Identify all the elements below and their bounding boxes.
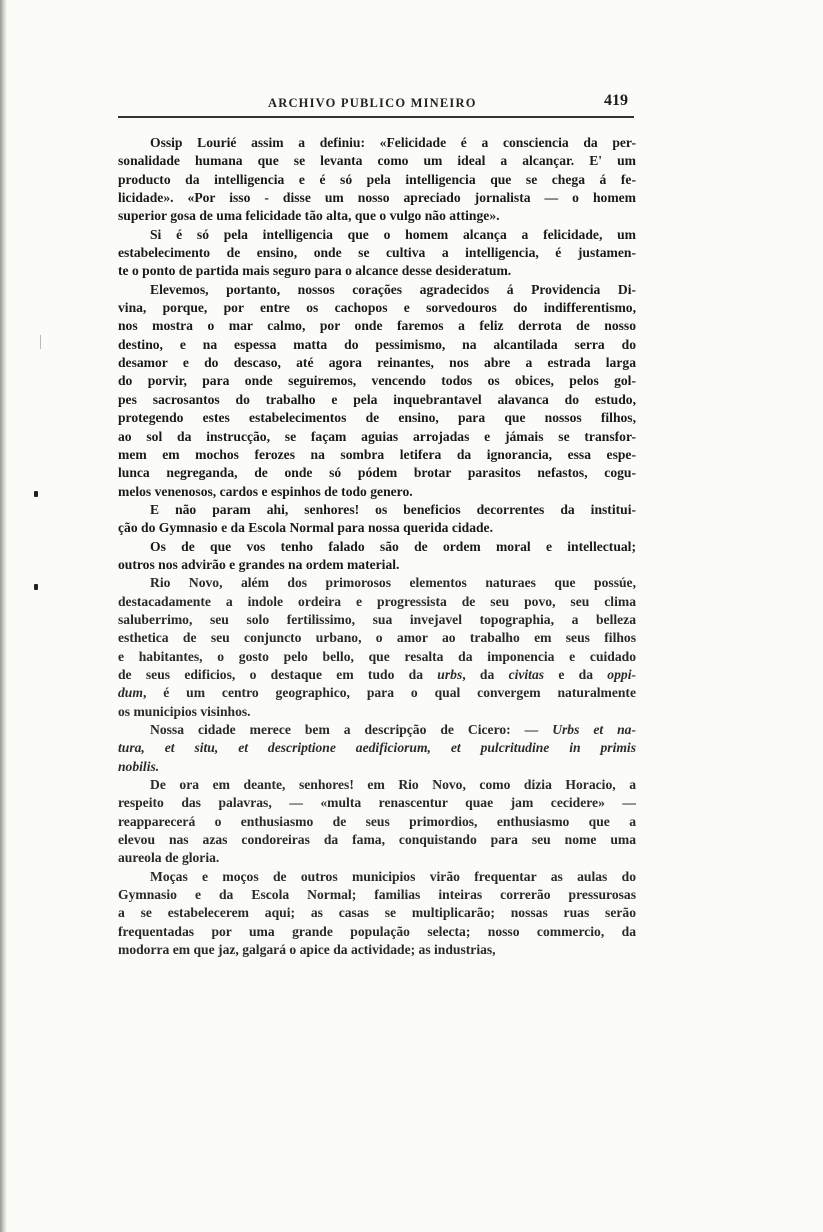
text-line: ção do Gymnasio e da Escola Normal para nossa querida cidade.: [118, 520, 493, 536]
text-line: do porvir, para onde seguiremos, vencendo todos os obices, pelos gol-: [118, 373, 636, 389]
paragraph: [118, 281, 636, 501]
text-line: a se estabelecerem aqui; as casas se multiplicarão; nossas ruas serão: [118, 905, 636, 921]
text-line: outros nos advirão e grandes na ordem material.: [118, 556, 400, 572]
text-line: tura, et situ, et descriptione aedificiorum, et pulcritudine in primis: [118, 740, 636, 756]
text-line: producto da intelligencia e é só pela intelligencia que se chega á fe-: [118, 171, 636, 187]
text-line: Gymnasio e da Escola Normal; familias inteiras correrão pressurosas: [118, 887, 636, 903]
text-line: superior gosa de uma felicidade tão alta, que o vulgo não attinge».: [118, 208, 500, 224]
text-line: te o ponto de partida mais seguro para o alcance desse desideratum.: [118, 263, 512, 279]
text-line: e habitantes, o gosto pelo bello, que resalta da imponencia e cuidado: [118, 648, 636, 664]
margin-mark: [40, 335, 41, 349]
paragraph: [118, 868, 636, 960]
text-line: E não param ahi, senhores! os beneficios decorrentes da institui-: [150, 501, 636, 517]
text-line: modorra em que jaz, galgará o apice da actividade; as industrias,: [118, 942, 496, 958]
margin-dot: [34, 584, 38, 590]
paragraph: [118, 721, 636, 776]
running-title: ARCHIVO PUBLICO MINEIRO: [268, 96, 477, 110]
page-header: [118, 92, 634, 118]
header-rule: [118, 116, 634, 118]
text-line: pes sacrosantos do trabalho e pela inquebrantavel alavanca do estudo,: [118, 391, 636, 407]
text-line: dum, é um centro geographico, para o qual convergem naturalmente: [118, 685, 636, 701]
text-line: Elevemos, portanto, nossos corações agradecidos á Providencia Di-: [150, 281, 636, 297]
text-line: ao sol da instrucção, se façam aguias arrojadas e jámais se transfor-: [118, 428, 636, 444]
body-text: [118, 134, 636, 959]
text-line: De ora em deante, senhores! em Rio Novo, como dizia Horacio, a: [150, 777, 636, 793]
paragraph: [118, 501, 636, 538]
text-line: melos venenosos, cardos e espinhos de todo genero.: [118, 483, 413, 499]
text-line: lunca negreganda, de onde só pódem brotar parasitos nefastos, cogu-: [118, 465, 636, 481]
text-line: mem em mochos ferozes na sombra letifera da ignorancia, essa espe-: [118, 446, 636, 462]
text-line: os municipios visinhos.: [118, 703, 251, 719]
text-line: elevou nas azas condoreiras da fama, conquistando para seu nome uma: [118, 832, 636, 848]
text-line: vina, porque, por entre os cachopos e sorvedouros do indifferentismo,: [118, 300, 636, 316]
text-line: de seus edificios, o destaque em tudo da urbs, da civitas e da oppi-: [118, 666, 636, 682]
text-line: reapparecerá o enthusiasmo de seus primordios, enthusiasmo que a: [118, 813, 636, 829]
text-line: Nossa cidade merece bem a descripção de Cicero: — Urbs et na-: [150, 722, 636, 737]
paragraph: [118, 776, 636, 868]
paragraph: [118, 538, 636, 575]
text-line: respeito das palavras, — «multa renascentur quae jam cecidere» —: [118, 795, 636, 811]
page-number: 419: [604, 92, 628, 109]
paragraph: [118, 574, 636, 721]
text-line: Ossip Lourié assim a definiu: «Felicidade é a consciencia da per-: [150, 135, 636, 150]
text-line: licidade». «Por isso - disse um nosso apreciado jornalista — o homem: [118, 190, 636, 206]
text-line: esthetica de seu conjuncto urbano, o amor ao trabalho em seus filhos: [118, 630, 636, 646]
text-line: Moças e moços de outros municipios virão frequentar as aulas do: [150, 868, 636, 884]
text-line: sonalidade humana que se levanta como um ideal a alcançar. E' um: [118, 153, 636, 169]
margin-dot: [34, 491, 38, 497]
text-line: estabelecimento de ensino, onde se cultiva a intelligencia, é justamen-: [118, 245, 636, 261]
text-line: Rio Novo, além dos primorosos elementos naturaes que possúe,: [150, 575, 636, 591]
text-line: frequentadas por uma grande população selecta; nosso commercio, da: [118, 923, 636, 939]
paragraph: [118, 134, 636, 226]
text-line: Os de que vos tenho falado são de ordem moral e intellectual;: [150, 538, 636, 554]
text-line: destacadamente a indole ordeira e progressista de seu povo, seu clima: [118, 593, 636, 609]
paragraph: [118, 226, 636, 281]
text-line: destino, e na espessa matta do pessimismo, na alcantilada serra do: [118, 336, 636, 352]
text-line: aureola de gloria.: [118, 850, 220, 866]
text-line: saluberrimo, seu solo fertilissimo, sua invejavel topographia, a belleza: [118, 611, 636, 627]
text-line: nobilis.: [118, 758, 160, 774]
text-line: Si é só pela intelligencia que o homem alcança a felicidade, um: [150, 226, 636, 242]
text-line: nos mostra o mar calmo, por onde faremos a feliz derrota de nosso: [118, 318, 636, 334]
page-binding-edge: [0, 0, 7, 1232]
text-line: protegendo estes estabelecimentos de ensino, para que nossos filhos,: [118, 410, 636, 426]
text-line: desamor e do descaso, até agora reinantes, nos abre a estrada larga: [118, 355, 636, 371]
